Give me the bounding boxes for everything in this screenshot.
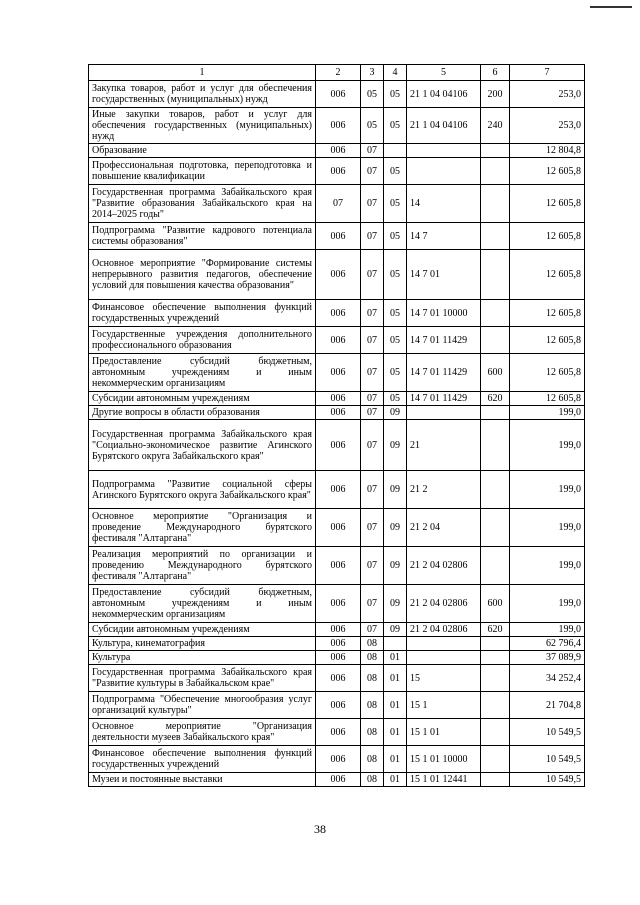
section-code: 08: [361, 746, 384, 773]
expense-type-code: [481, 547, 510, 585]
expense-type-code: [481, 665, 510, 692]
target-article-code: 14 7 01 11429: [407, 354, 481, 392]
budget-item-name: Закупка товаров, работ и услуг для обеспечения государственных (муниципальных) нужд: [89, 81, 316, 108]
amount-value: 12 804,8: [510, 144, 585, 158]
target-article-code: 14 7 01 11429: [407, 327, 481, 354]
section-code: 07: [361, 223, 384, 250]
ministry-code: 006: [316, 509, 361, 547]
subsection-code: 05: [384, 392, 407, 406]
amount-value: 253,0: [510, 108, 585, 144]
ministry-code: 006: [316, 354, 361, 392]
col-header-1: 1: [89, 65, 316, 81]
budget-item-name: Музеи и постоянные выставки: [89, 773, 316, 787]
col-header-4: 4: [384, 65, 407, 81]
ministry-code: 006: [316, 585, 361, 623]
table-row: [89, 637, 585, 651]
budget-item-name: Государственная программа Забайкальского края "Развитие образования Забайкальского края на 2014–2025 годы": [89, 185, 316, 223]
section-code: 08: [361, 665, 384, 692]
ministry-code: 006: [316, 547, 361, 585]
expense-type-code: [481, 406, 510, 420]
section-code: 07: [361, 623, 384, 637]
ministry-code: 006: [316, 746, 361, 773]
amount-value: 199,0: [510, 585, 585, 623]
target-article-code: 21 2 04 02806: [407, 585, 481, 623]
col-header-2: 2: [316, 65, 361, 81]
ministry-code: 006: [316, 692, 361, 719]
section-code: 07: [361, 585, 384, 623]
section-code: 08: [361, 651, 384, 665]
subsection-code: 05: [384, 250, 407, 300]
expense-type-code: [481, 719, 510, 746]
ministry-code: 006: [316, 300, 361, 327]
amount-value: 12 605,8: [510, 250, 585, 300]
target-article-code: [407, 406, 481, 420]
table-row: [89, 354, 585, 392]
subsection-code: [384, 144, 407, 158]
ministry-code: 006: [316, 108, 361, 144]
subsection-code: 05: [384, 327, 407, 354]
subsection-code: 05: [384, 185, 407, 223]
table-body: [89, 81, 585, 787]
amount-value: 37 089,9: [510, 651, 585, 665]
expense-type-code: [481, 637, 510, 651]
subsection-code: 05: [384, 354, 407, 392]
ministry-code: 006: [316, 637, 361, 651]
subsection-code: 05: [384, 158, 407, 185]
subsection-code: 01: [384, 651, 407, 665]
section-code: 07: [361, 509, 384, 547]
subsection-code: 09: [384, 547, 407, 585]
table-row: [89, 692, 585, 719]
section-code: 07: [361, 547, 384, 585]
expense-type-code: [481, 773, 510, 787]
target-article-code: 15 1 01: [407, 719, 481, 746]
budget-item-name: Подпрограмма "Обеспечение многообразия услуг организаций культуры": [89, 692, 316, 719]
col-header-6: 6: [481, 65, 510, 81]
amount-value: 199,0: [510, 406, 585, 420]
amount-value: 253,0: [510, 81, 585, 108]
target-article-code: 14: [407, 185, 481, 223]
budget-item-name: Иные закупки товаров, работ и услуг для обеспечения государственных (муниципальных) нужд: [89, 108, 316, 144]
expense-type-code: [481, 158, 510, 185]
section-code: 07: [361, 327, 384, 354]
section-code: 07: [361, 144, 384, 158]
amount-value: 199,0: [510, 420, 585, 471]
subsection-code: 05: [384, 81, 407, 108]
budget-item-name: Субсидии автономным учреждениям: [89, 392, 316, 406]
subsection-code: 01: [384, 692, 407, 719]
target-article-code: 14 7: [407, 223, 481, 250]
budget-item-name: Культура: [89, 651, 316, 665]
subsection-code: 09: [384, 623, 407, 637]
ministry-code: 006: [316, 392, 361, 406]
section-code: 07: [361, 354, 384, 392]
section-code: 07: [361, 406, 384, 420]
table-row: [89, 773, 585, 787]
budget-item-name: Другие вопросы в области образования: [89, 406, 316, 420]
ministry-code: 006: [316, 651, 361, 665]
subsection-code: 01: [384, 746, 407, 773]
amount-value: 199,0: [510, 623, 585, 637]
budget-item-name: Образование: [89, 144, 316, 158]
section-code: 05: [361, 108, 384, 144]
budget-item-name: Финансовое обеспечение выполнения функций государственных учреждений: [89, 300, 316, 327]
section-code: 07: [361, 420, 384, 471]
budget-item-name: Основное мероприятие "Организация и проведение Международного бурятского фестиваля "Алтаргана": [89, 509, 316, 547]
subsection-code: 09: [384, 406, 407, 420]
amount-value: 21 704,8: [510, 692, 585, 719]
section-code: 07: [361, 300, 384, 327]
expense-type-code: [481, 327, 510, 354]
target-article-code: [407, 144, 481, 158]
table-row: [89, 108, 585, 144]
table-row: [89, 185, 585, 223]
table-row: [89, 651, 585, 665]
table-row: [89, 665, 585, 692]
target-article-code: [407, 651, 481, 665]
section-code: 05: [361, 81, 384, 108]
ministry-code: 006: [316, 420, 361, 471]
ministry-code: 006: [316, 471, 361, 509]
expense-type-code: [481, 420, 510, 471]
amount-value: 199,0: [510, 509, 585, 547]
ministry-code: 006: [316, 665, 361, 692]
subsection-code: 09: [384, 585, 407, 623]
page-number: 38: [314, 822, 326, 836]
subsection-code: 01: [384, 665, 407, 692]
budget-item-name: Субсидии автономным учреждениям: [89, 623, 316, 637]
ministry-code: 006: [316, 81, 361, 108]
expense-type-code: 200: [481, 81, 510, 108]
expense-type-code: [481, 223, 510, 250]
table-row: [89, 300, 585, 327]
amount-value: 10 549,5: [510, 773, 585, 787]
expense-type-code: 240: [481, 108, 510, 144]
ministry-code: 006: [316, 327, 361, 354]
target-article-code: 21 2 04: [407, 509, 481, 547]
amount-value: 12 605,8: [510, 327, 585, 354]
target-article-code: 21 2 04 02806: [407, 547, 481, 585]
target-article-code: 21 2: [407, 471, 481, 509]
amount-value: 12 605,8: [510, 158, 585, 185]
table-row: [89, 144, 585, 158]
subsection-code: [384, 637, 407, 651]
budget-item-name: Профессиональная подготовка, переподготовка и повышение квалификации: [89, 158, 316, 185]
ministry-code: 07: [316, 185, 361, 223]
amount-value: 12 605,8: [510, 354, 585, 392]
budget-item-name: Государственная программа Забайкальского края "Социально-экономическое развитие Агинского Бурятского округа Забайкальского края": [89, 420, 316, 471]
col-header-5: 5: [407, 65, 481, 81]
ministry-code: 006: [316, 406, 361, 420]
target-article-code: 21: [407, 420, 481, 471]
ministry-code: 006: [316, 144, 361, 158]
table-row: [89, 327, 585, 354]
subsection-code: 09: [384, 509, 407, 547]
expense-type-code: 620: [481, 392, 510, 406]
amount-value: 62 796,4: [510, 637, 585, 651]
budget-table: [88, 64, 585, 787]
table-row: [89, 406, 585, 420]
amount-value: 12 605,8: [510, 185, 585, 223]
section-code: 07: [361, 185, 384, 223]
table-row: [89, 250, 585, 300]
table-header-row: [89, 65, 585, 81]
budget-item-name: Финансовое обеспечение выполнения функций государственных учреждений: [89, 746, 316, 773]
section-code: 07: [361, 158, 384, 185]
expense-type-code: [481, 746, 510, 773]
amount-value: 12 605,8: [510, 223, 585, 250]
budget-item-name: Подпрограмма "Развитие кадрового потенциала системы образования": [89, 223, 316, 250]
section-code: 08: [361, 773, 384, 787]
section-code: 07: [361, 392, 384, 406]
ministry-code: 006: [316, 719, 361, 746]
budget-item-name: Основное мероприятие "Формирование системы непрерывного развития педагогов, обеспечение условий для повышения качества образования": [89, 250, 316, 300]
section-code: 08: [361, 719, 384, 746]
expense-type-code: [481, 250, 510, 300]
table-row: [89, 471, 585, 509]
expense-type-code: [481, 471, 510, 509]
section-code: 08: [361, 637, 384, 651]
amount-value: 10 549,5: [510, 719, 585, 746]
expense-type-code: [481, 144, 510, 158]
expense-type-code: [481, 509, 510, 547]
expense-type-code: [481, 692, 510, 719]
budget-item-name: Подпрограмма "Развитие социальной сферы Агинского Бурятского округа Забайкальского края": [89, 471, 316, 509]
table-row: [89, 623, 585, 637]
subsection-code: 05: [384, 223, 407, 250]
expense-type-code: 620: [481, 623, 510, 637]
expense-type-code: [481, 300, 510, 327]
amount-value: 12 605,8: [510, 392, 585, 406]
amount-value: 10 549,5: [510, 746, 585, 773]
subsection-code: 01: [384, 719, 407, 746]
section-code: 07: [361, 471, 384, 509]
expense-type-code: 600: [481, 354, 510, 392]
table-row: [89, 223, 585, 250]
expense-type-code: [481, 185, 510, 223]
subsection-code: 09: [384, 420, 407, 471]
expense-type-code: 600: [481, 585, 510, 623]
table-row: [89, 158, 585, 185]
amount-value: 199,0: [510, 471, 585, 509]
col-header-3: 3: [361, 65, 384, 81]
subsection-code: 09: [384, 471, 407, 509]
target-article-code: [407, 637, 481, 651]
target-article-code: [407, 158, 481, 185]
target-article-code: 21 1 04 04106: [407, 108, 481, 144]
top-edge-mark: [590, 6, 632, 8]
target-article-code: 21 2 04 02806: [407, 623, 481, 637]
target-article-code: 15 1 01 12441: [407, 773, 481, 787]
target-article-code: 21 1 04 04106: [407, 81, 481, 108]
section-code: 08: [361, 692, 384, 719]
ministry-code: 006: [316, 773, 361, 787]
subsection-code: 05: [384, 300, 407, 327]
amount-value: 34 252,4: [510, 665, 585, 692]
table-row: [89, 746, 585, 773]
budget-item-name: Предоставление субсидий бюджетным, автономным учреждениям и иным некоммерческим организациям: [89, 585, 316, 623]
budget-item-name: Государственные учреждения дополнительного профессионального образования: [89, 327, 316, 354]
ministry-code: 006: [316, 250, 361, 300]
amount-value: 199,0: [510, 547, 585, 585]
subsection-code: 01: [384, 773, 407, 787]
target-article-code: 15 1: [407, 692, 481, 719]
ministry-code: 006: [316, 223, 361, 250]
budget-item-name: Культура, кинематография: [89, 637, 316, 651]
table-row: [89, 420, 585, 471]
target-article-code: 15 1 01 10000: [407, 746, 481, 773]
subsection-code: 05: [384, 108, 407, 144]
col-header-7: 7: [510, 65, 585, 81]
ministry-code: 006: [316, 158, 361, 185]
table-row: [89, 392, 585, 406]
budget-item-name: Государственная программа Забайкальского края "Развитие культуры в Забайкальском крае": [89, 665, 316, 692]
table-row: [89, 547, 585, 585]
table-row: [89, 719, 585, 746]
amount-value: 12 605,8: [510, 300, 585, 327]
budget-item-name: Предоставление субсидий бюджетным, автономным учреждениям и иным некоммерческим организациям: [89, 354, 316, 392]
expense-type-code: [481, 651, 510, 665]
budget-item-name: Основное мероприятие "Организация деятельности музеев Забайкальского края": [89, 719, 316, 746]
table-row: [89, 81, 585, 108]
ministry-code: 006: [316, 623, 361, 637]
section-code: 07: [361, 250, 384, 300]
target-article-code: 14 7 01 11429: [407, 392, 481, 406]
target-article-code: 14 7 01: [407, 250, 481, 300]
table-row: [89, 585, 585, 623]
target-article-code: 14 7 01 10000: [407, 300, 481, 327]
table-row: [89, 509, 585, 547]
target-article-code: 15: [407, 665, 481, 692]
budget-item-name: Реализация мероприятий по организации и проведению Международного бурятского фестиваля "Алтаргана": [89, 547, 316, 585]
